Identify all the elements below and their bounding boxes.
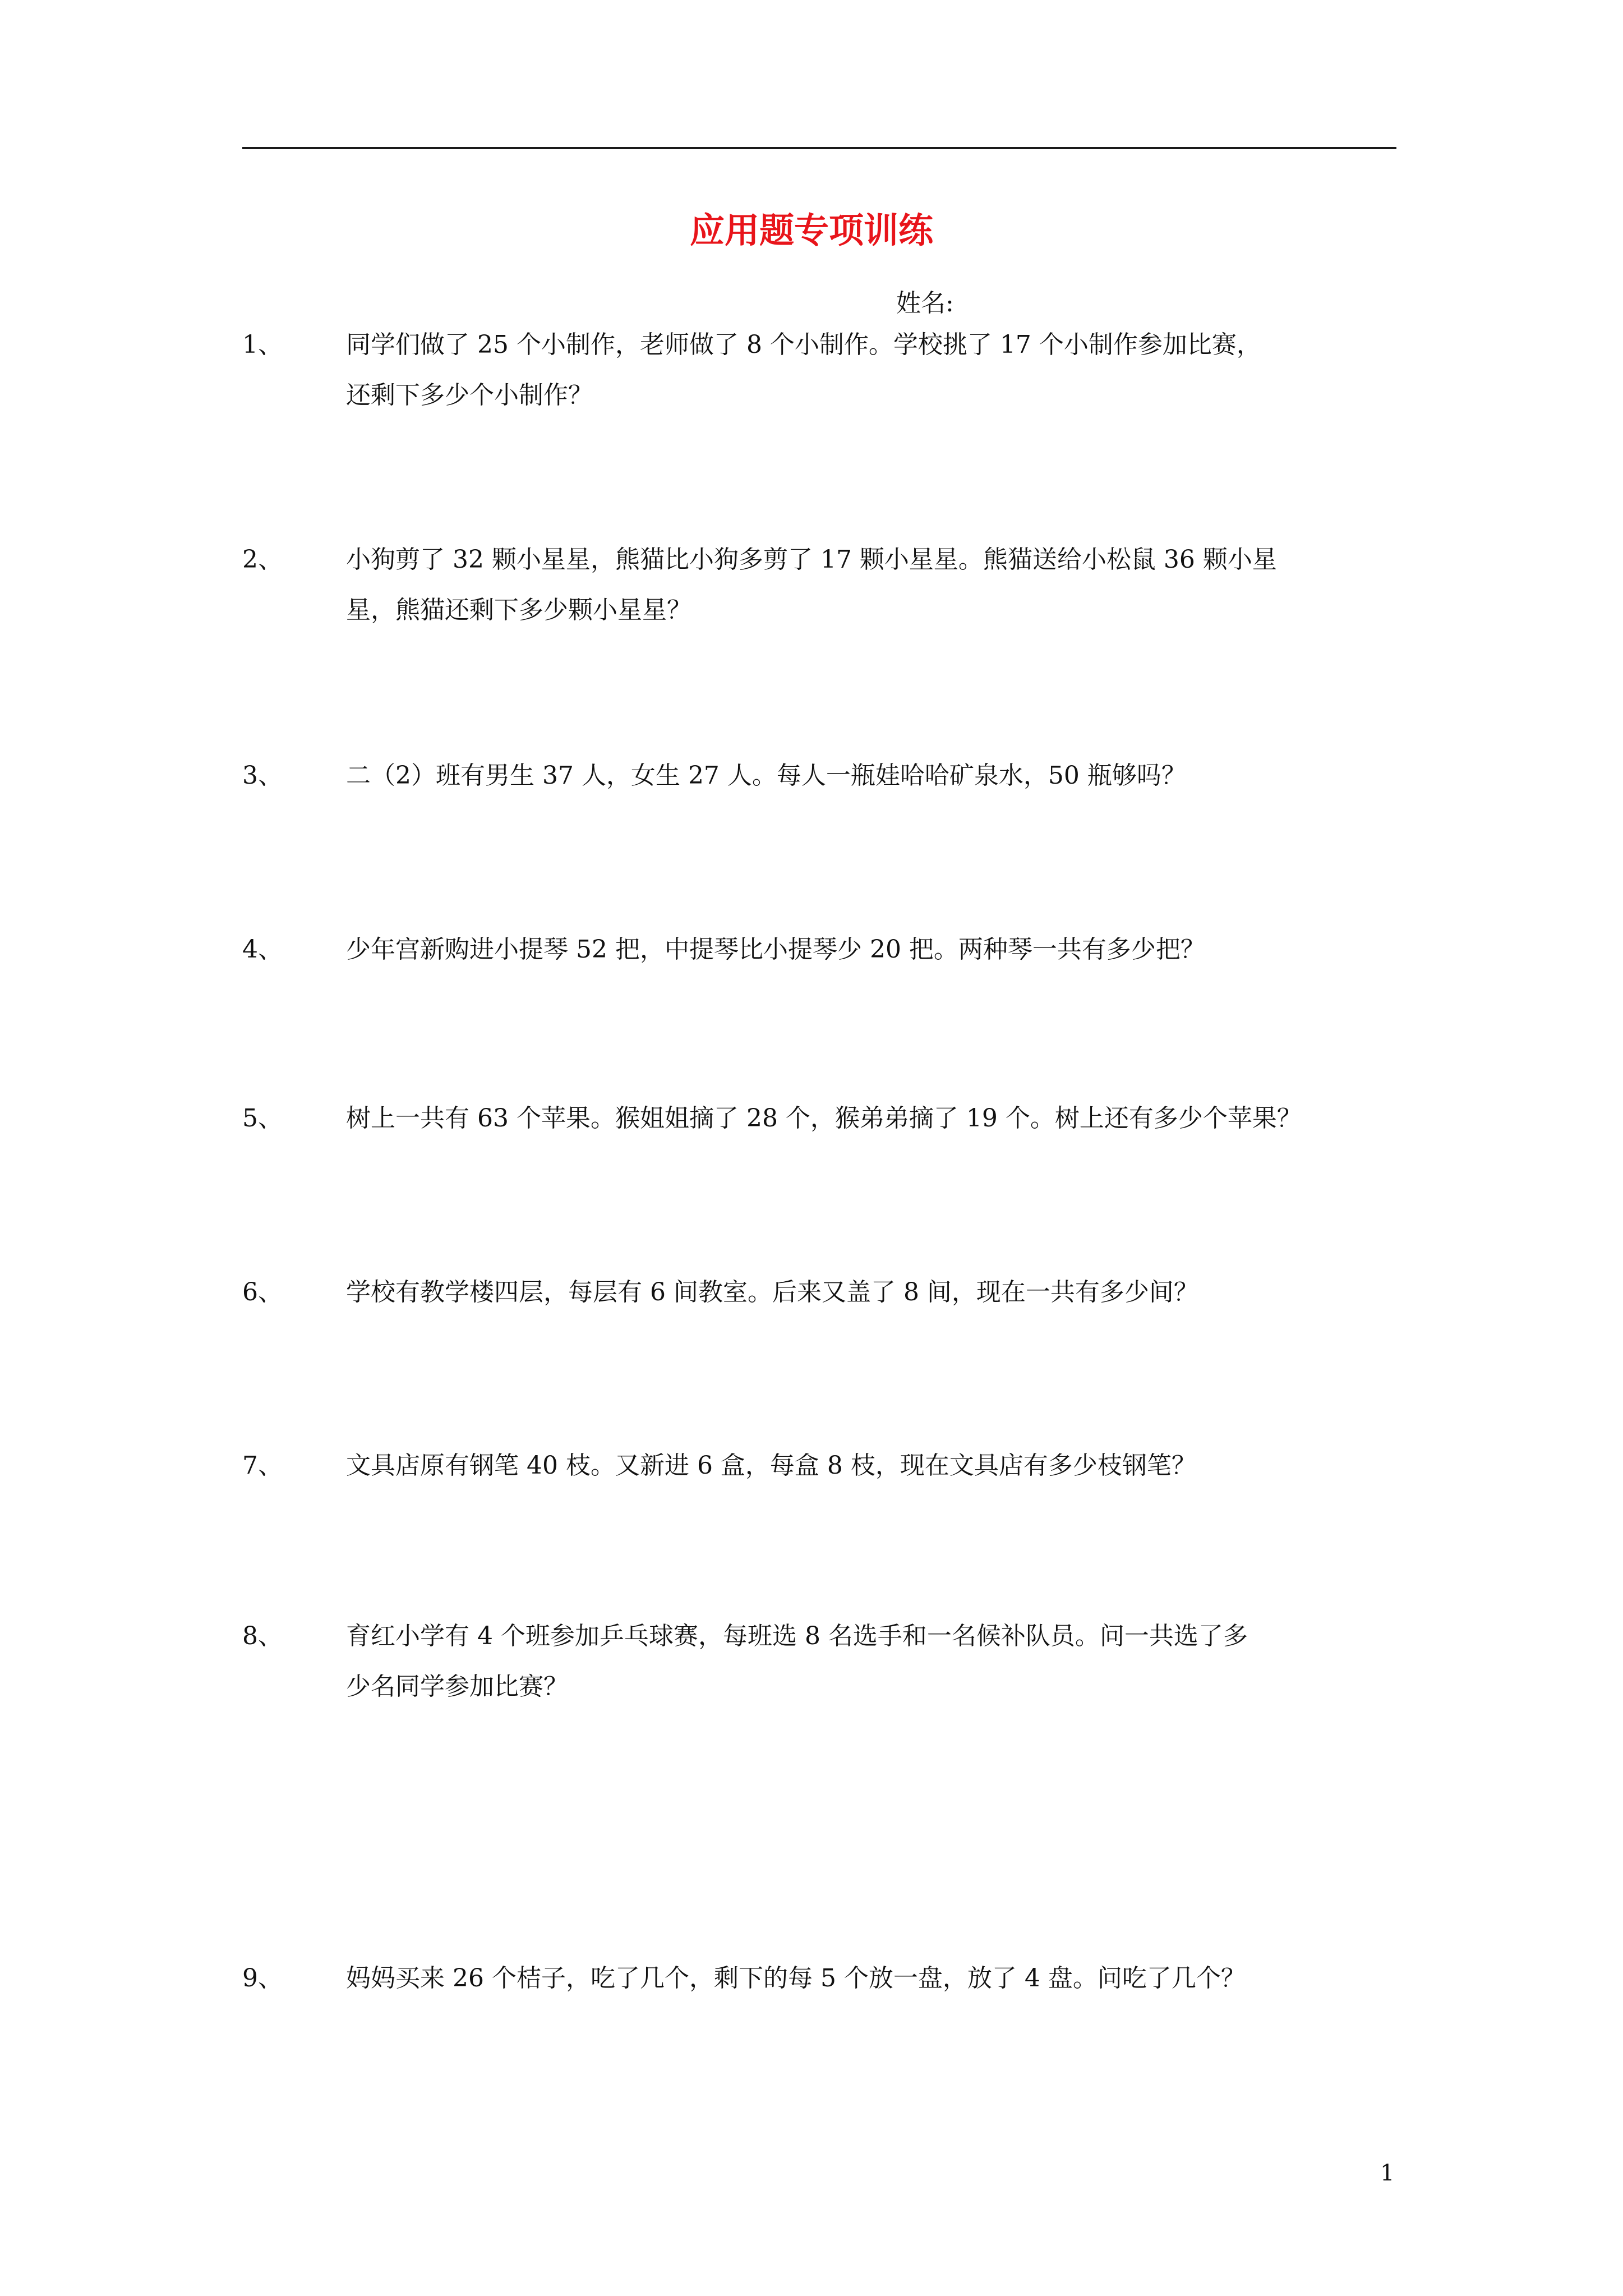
question-number: 9、 xyxy=(242,1964,283,1993)
question-text-line: 育红小学有 4 个班参加乒乓球赛，每班选 8 名选手和一名候补队员。问一共选了多 xyxy=(346,1622,1248,1650)
question-number: 4、 xyxy=(242,935,283,964)
question-text-line: 星，熊猫还剩下多少颗小星星？ xyxy=(346,596,691,624)
name-label: 姓名: xyxy=(896,289,954,318)
question-text-line: 二（2）班有男生 37 人，女生 27 人。每人一瓶娃哈哈矿泉水，50 瓶够吗？ xyxy=(346,761,1186,790)
question-number: 6、 xyxy=(242,1278,283,1306)
question-text-line: 同学们做了 25 个小制作，老师做了 8 个小制作。学校挑了 17 个小制作参加比赛， xyxy=(346,330,1261,359)
question-text-line: 小狗剪了 32 颗小星星，熊猫比小狗多剪了 17 颗小星星。熊猫送给小松鼠 36 颗小星 xyxy=(346,545,1277,574)
question-text-line: 妈妈买来 26 个桔子，吃了几个，剩下的每 5 个放一盘，放了 4 盘。问吃了几个？ xyxy=(346,1964,1246,1993)
page-title: 应用题专项训练 xyxy=(689,210,933,251)
question-text-line: 树上一共有 63 个苹果。猴姐姐摘了 28 个，猴弟弟摘了 19 个。树上还有多少个苹果？ xyxy=(346,1104,1302,1133)
question-number: 8、 xyxy=(242,1622,283,1650)
question-text-line: 少名同学参加比赛？ xyxy=(346,1672,568,1701)
question-text-line: 还剩下多少个小制作？ xyxy=(346,381,593,409)
question-number: 7、 xyxy=(242,1451,283,1480)
question-number: 1、 xyxy=(242,330,283,359)
question-number: 3、 xyxy=(242,761,283,790)
header-rule xyxy=(242,147,1396,149)
page-number: 1 xyxy=(1380,2160,1395,2186)
question-number: 5、 xyxy=(242,1104,283,1133)
question-text-line: 学校有教学楼四层，每层有 6 间教室。后来又盖了 8 间，现在一共有多少间？ xyxy=(346,1278,1198,1306)
question-number: 2、 xyxy=(242,545,283,574)
question-text-line: 文具店原有钢笔 40 枝。又新进 6 盒，每盒 8 枝，现在文具店有多少枝钢笔？ xyxy=(346,1451,1196,1480)
question-text-line: 少年宫新购进小提琴 52 把，中提琴比小提琴少 20 把。两种琴一共有多少把？ xyxy=(346,935,1205,964)
